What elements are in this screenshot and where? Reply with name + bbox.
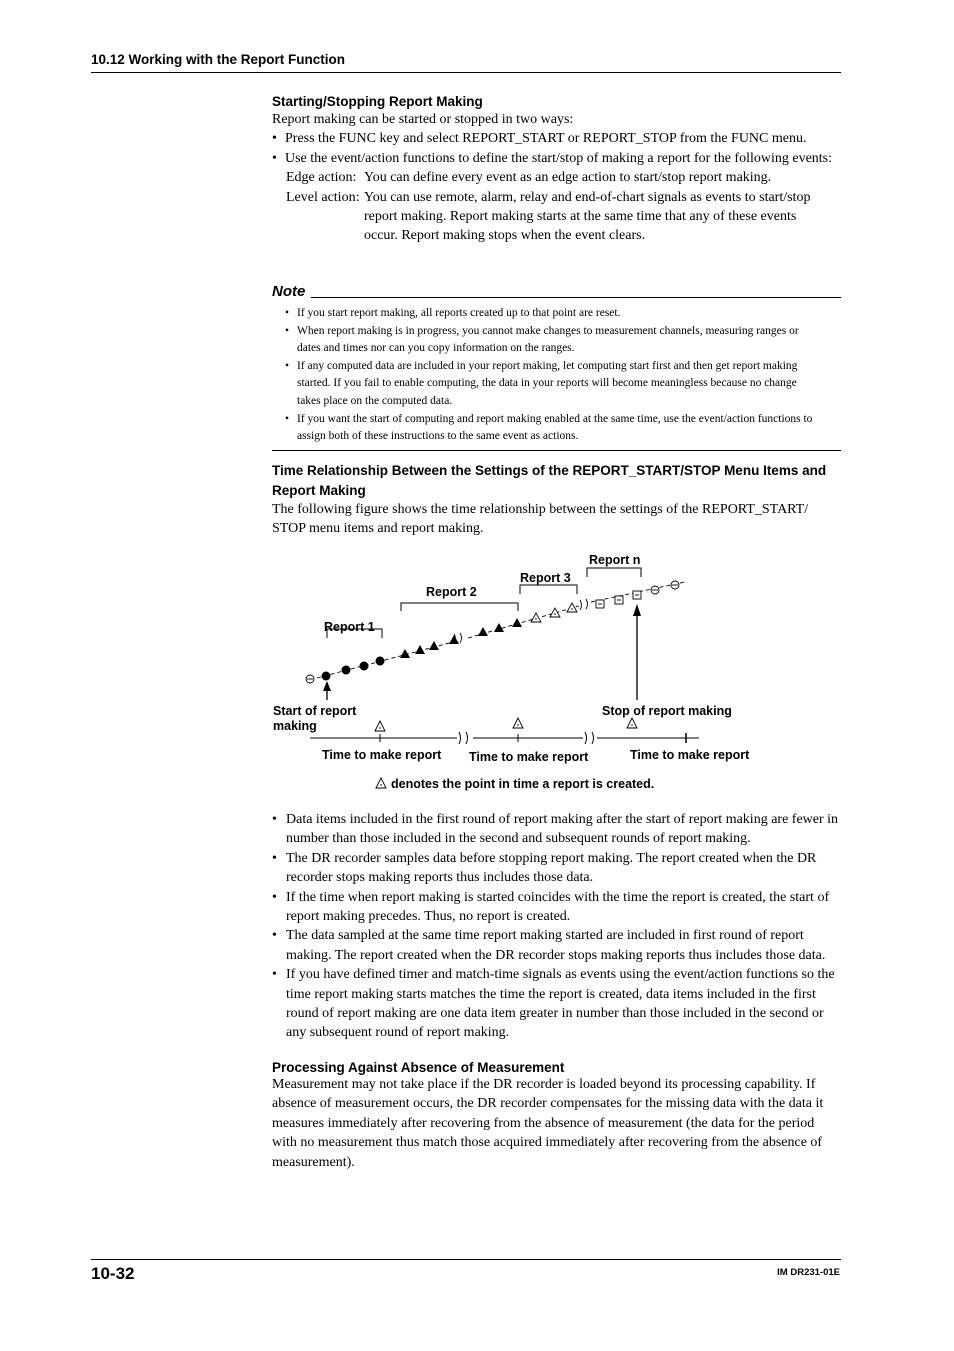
filled-circle-marker — [342, 666, 351, 675]
axis-break-1 — [459, 732, 468, 744]
level-action-row — [286, 188, 842, 246]
section-absence — [272, 1060, 842, 1172]
time-label-1: Time to make report — [322, 748, 442, 762]
note-item: • If you start report making, all reports created up to that point are reset. — [272, 305, 841, 323]
report3-bracket — [520, 585, 577, 594]
open-triangle-marker — [567, 603, 577, 612]
list-item: • Data items included in the first round of report making after the start of report making are fewer in number than those included in the second and subsequent rounds of report making. — [272, 810, 842, 849]
reportn-label: Report n — [589, 553, 641, 567]
bullet-list-after-diagram — [272, 810, 842, 1043]
note-top-rule — [272, 297, 841, 298]
start-stop-bullet-1: • Press the FUNC key and select REPORT_START or REPORT_STOP from the FUNC menu. — [272, 129, 842, 148]
list-item: • The DR recorder samples data before stopping report making. The report created when the DR recorder stops making reports thus includes those data. — [272, 849, 842, 888]
note-item: • If you want the start of computing and report making enabled at the same time, use the event/action functions to assign both of these instructions to the same event as actions. — [272, 411, 841, 446]
start-arrow — [323, 681, 331, 700]
stop-arrow — [633, 604, 641, 700]
report2-bracket — [401, 603, 518, 611]
filled-triangle-marker — [415, 645, 425, 654]
section-time-relationship — [272, 461, 842, 539]
running-header: 10.12 Working with the Report Function — [91, 52, 346, 67]
filled-triangle-marker — [478, 627, 488, 636]
page-number: 10-32 — [91, 1264, 135, 1283]
start-stop-bullet-2: • Use the event/action functions to define the start/stop of making a report for the following events: — [272, 149, 842, 168]
start-label-line2: making — [273, 719, 317, 733]
time-label-3: Time to make report — [630, 748, 750, 762]
level-action-label: Level action: — [286, 189, 360, 205]
open-triangle-marker — [550, 608, 560, 617]
stop-label: Stop of report making — [602, 704, 732, 718]
note-bottom-rule — [272, 450, 841, 451]
edge-action-label: Edge action: — [286, 170, 357, 186]
filled-circle-marker — [322, 672, 331, 681]
note-title: Note — [272, 283, 311, 300]
report2-label: Report 2 — [426, 585, 477, 599]
absence-text: Measurement may not take place if the DR recorder is loaded beyond its processing capability. If absence of measurement occurs, the DR recorder compensates for the missing data with the data it measures immediately after recovering from the absence of measurement (the data for the period with no measurement thus match those acquired immediately after recovering from the absence of measurement). — [272, 1077, 824, 1170]
legend-text: denotes the point in time a report is created. — [391, 777, 655, 791]
list-item: • If you have defined timer and match-time signals as events using the event/action functions so the time report making starts matches the time the report is created, data items included in the first round of report making are one data item greater in number than those included in the second or any subsequent round of report making. — [272, 965, 842, 1043]
edge-action-row — [286, 168, 842, 187]
edge-action-text: You can define every event as an edge action to start/stop report making. — [364, 170, 772, 186]
trend-break-2 — [580, 599, 588, 610]
report-created-marker — [513, 718, 523, 728]
report-timing-diagram — [265, 548, 765, 798]
section-title-start-stop: Starting/Stopping Report Making — [272, 94, 483, 109]
level-action-text: You can use remote, alarm, relay and end-of-chart signals as events to start/stop report making. Report making starts at the same time that any of these events occur. Report making stops when the event clears. — [364, 189, 811, 244]
reportn-bracket — [587, 568, 641, 577]
note-block — [272, 283, 841, 446]
open-triangle-marker — [531, 613, 541, 622]
list-item: • If the time when report making is started coincides with the time the report is created, the start of report making precedes. Thus, no report is created. — [272, 888, 842, 927]
document-id: IM DR231-01E — [777, 1267, 840, 1278]
section-title-time-relationship: Time Relationship Between the Settings of the REPORT_START/STOP Menu Items and Report Making — [272, 463, 827, 498]
list-item: • The data sampled at the same time report making started are included in first round of report making. The report created when the DR recorder stops making reports thus includes those data. — [272, 926, 842, 965]
section-title-absence: Processing Against Absence of Measurement — [272, 1060, 565, 1075]
report1-label: Report 1 — [324, 620, 375, 634]
report-created-marker — [627, 718, 637, 728]
start-label-line1: Start of report — [273, 704, 357, 718]
filled-circle-marker — [360, 662, 369, 671]
legend-triangle-icon — [376, 778, 386, 788]
filled-triangle-marker — [494, 623, 504, 632]
axis-break-2 — [585, 732, 594, 744]
filled-triangle-marker — [429, 641, 439, 650]
report3-label: Report 3 — [520, 571, 571, 585]
note-item: • When report making is in progress, you cannot make changes to measurement channels, measuring ranges or dates and times nor can you copy information on the ranges. — [272, 323, 841, 358]
header-rule — [91, 72, 841, 73]
filled-circle-marker — [376, 657, 385, 666]
note-item: • If any computed data are included in your report making, let computing start first and then get report making started. If you fail to enable computing, the data in your reports will become meaningless because no change takes place on the computed data. — [272, 358, 841, 411]
report-created-marker — [375, 721, 385, 731]
time-relationship-intro: The following figure shows the time relationship between the settings of the REPORT_START/ STOP menu items and report making. — [272, 502, 809, 537]
time-label-2: Time to make report — [469, 750, 589, 764]
filled-triangle-marker — [449, 635, 459, 644]
note-list — [272, 305, 841, 446]
start-stop-intro: Report making can be started or stopped in two ways: — [272, 112, 574, 127]
filled-triangle-marker — [512, 618, 522, 627]
footer-rule — [91, 1259, 841, 1260]
section-start-stop — [272, 94, 842, 246]
